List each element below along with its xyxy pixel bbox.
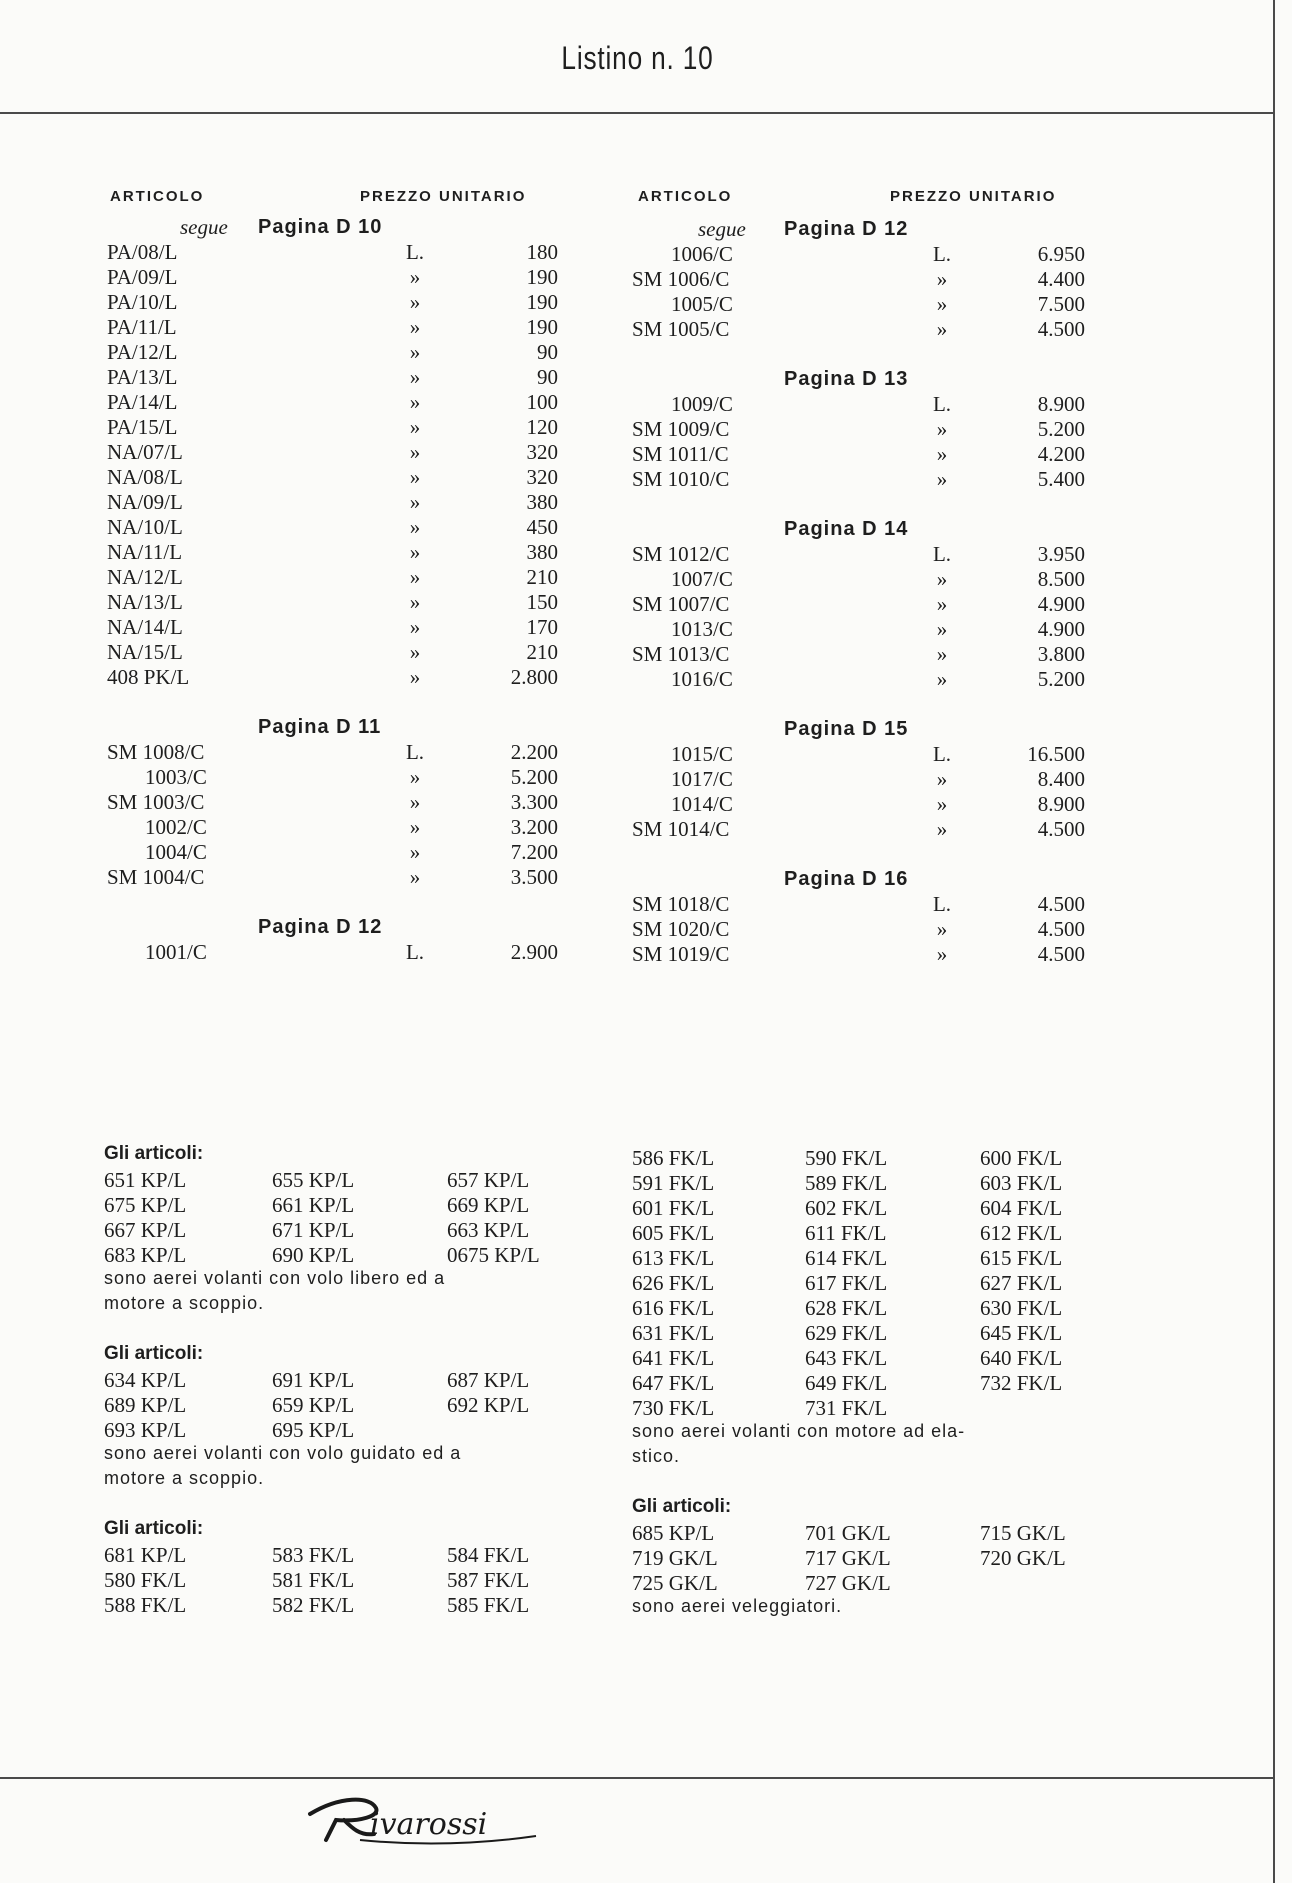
- group-article-code: 732 FK/L: [980, 1371, 1063, 1395]
- group-article-code: 580 FK/L: [104, 1568, 187, 1592]
- group-article-code: 634 KP/L: [104, 1368, 187, 1392]
- group-article-code: 651 KP/L: [104, 1168, 187, 1192]
- segue-label: segue: [698, 217, 746, 241]
- group-heading: Gli articoli:: [104, 1518, 204, 1539]
- group-article-code: 701 GK/L: [805, 1521, 891, 1545]
- group-article-code: 589 FK/L: [805, 1171, 888, 1195]
- unit-price: 5.400: [1037, 467, 1085, 491]
- group-description: sono aerei volanti con volo libero ed a: [104, 1268, 446, 1288]
- group-article-code: 719 GK/L: [632, 1546, 718, 1570]
- currency-mark: »: [936, 292, 948, 316]
- unit-price: 2.800: [510, 665, 558, 689]
- bottom-rule: [0, 1777, 1275, 1779]
- group-article-code: 692 KP/L: [447, 1393, 530, 1417]
- article-code: 1007/C: [671, 567, 733, 591]
- unit-price: 210: [526, 565, 558, 589]
- article-code: SM 1003/C: [107, 790, 205, 814]
- unit-price: 6.950: [1037, 242, 1085, 266]
- group-description: stico.: [632, 1446, 681, 1466]
- currency-mark: »: [409, 765, 421, 789]
- group-article-code: 725 GK/L: [632, 1571, 718, 1595]
- unit-price: 4.400: [1037, 267, 1085, 291]
- group-article-code: 612 FK/L: [980, 1221, 1063, 1245]
- article-code: PA/09/L: [107, 265, 178, 289]
- group-description: sono aerei veleggiatori.: [632, 1596, 843, 1616]
- group-article-code: 611 FK/L: [805, 1221, 887, 1245]
- unit-price: 8.400: [1037, 767, 1085, 791]
- currency-mark: »: [409, 640, 421, 664]
- currency-mark: »: [409, 440, 421, 464]
- article-code: SM 1014/C: [632, 817, 730, 841]
- article-code: PA/08/L: [107, 240, 178, 264]
- article-code: SM 1004/C: [107, 865, 205, 889]
- group-article-code: 717 GK/L: [805, 1546, 891, 1570]
- article-code: 1015/C: [671, 742, 733, 766]
- unit-price: 3.200: [510, 815, 558, 839]
- group-article-code: 613 FK/L: [632, 1246, 715, 1270]
- currency-mark: »: [409, 815, 421, 839]
- group-article-code: 603 FK/L: [980, 1171, 1063, 1195]
- unit-price: 190: [526, 315, 558, 339]
- group-article-code: 657 KP/L: [447, 1168, 530, 1192]
- group-article-code: 591 FK/L: [632, 1171, 715, 1195]
- currency-mark: »: [936, 792, 948, 816]
- currency-mark: »: [409, 340, 421, 364]
- article-code: SM 1006/C: [632, 267, 730, 291]
- unit-price: 2.900: [510, 940, 558, 964]
- unit-price: 4.500: [1037, 942, 1085, 966]
- article-code: NA/14/L: [107, 615, 183, 639]
- currency-mark: »: [409, 790, 421, 814]
- unit-price: 5.200: [1037, 667, 1085, 691]
- unit-price: 3.950: [1037, 542, 1085, 566]
- currency-mark: »: [409, 540, 421, 564]
- page-section-label: Pagina D 16: [784, 868, 909, 890]
- currency-mark: L.: [932, 242, 952, 266]
- unit-price: 190: [526, 265, 558, 289]
- article-code: PA/12/L: [107, 340, 178, 364]
- page-section-label: Pagina D 10: [258, 216, 383, 238]
- group-article-code: 695 KP/L: [272, 1418, 355, 1442]
- currency-mark: »: [936, 917, 948, 941]
- group-article-code: 689 KP/L: [104, 1393, 187, 1417]
- currency-mark: »: [409, 865, 421, 889]
- currency-mark: »: [409, 615, 421, 639]
- unit-price: 450: [526, 515, 558, 539]
- group-article-code: 630 FK/L: [980, 1296, 1063, 1320]
- group-article-code: 629 FK/L: [805, 1321, 888, 1345]
- currency-mark: »: [936, 317, 948, 341]
- currency-mark: »: [409, 315, 421, 339]
- article-code: PA/14/L: [107, 390, 178, 414]
- group-article-code: 588 FK/L: [104, 1593, 187, 1617]
- article-code: 1013/C: [671, 617, 733, 641]
- group-description: motore a scoppio.: [104, 1293, 265, 1313]
- group-article-code: 659 KP/L: [272, 1393, 355, 1417]
- group-description: sono aerei volanti con volo guidato ed a: [104, 1443, 462, 1463]
- group-article-code: 675 KP/L: [104, 1193, 187, 1217]
- article-code: SM 1009/C: [632, 417, 730, 441]
- currency-mark: »: [409, 265, 421, 289]
- currency-mark: L.: [932, 542, 952, 566]
- currency-mark: L.: [932, 392, 952, 416]
- article-code: NA/13/L: [107, 590, 183, 614]
- article-code: PA/10/L: [107, 290, 178, 314]
- article-code: SM 1010/C: [632, 467, 730, 491]
- unit-price: 4.500: [1037, 917, 1085, 941]
- unit-price: 380: [526, 540, 558, 564]
- page-section-label: Pagina D 12: [784, 218, 909, 240]
- unit-price: 4.900: [1037, 617, 1085, 641]
- article-code: 1002/C: [145, 815, 207, 839]
- article-code: 1017/C: [671, 767, 733, 791]
- group-article-code: 693 KP/L: [104, 1418, 187, 1442]
- unit-price: 4.900: [1037, 592, 1085, 616]
- unit-price: 210: [526, 640, 558, 664]
- currency-mark: L.: [405, 240, 425, 264]
- group-heading: Gli articoli:: [104, 1343, 204, 1364]
- segue-label: segue: [180, 215, 228, 239]
- unit-price: 3.500: [510, 865, 558, 889]
- group-article-code: 667 KP/L: [104, 1218, 187, 1242]
- group-article-code: 581 FK/L: [272, 1568, 355, 1592]
- currency-mark: »: [409, 290, 421, 314]
- unit-price: 7.200: [510, 840, 558, 864]
- group-heading: Gli articoli:: [632, 1496, 732, 1517]
- unit-price: 5.200: [1037, 417, 1085, 441]
- article-code: SM 1019/C: [632, 942, 730, 966]
- group-article-code: 605 FK/L: [632, 1221, 715, 1245]
- unit-price: 3.300: [510, 790, 558, 814]
- group-article-code: 731 FK/L: [805, 1396, 888, 1420]
- group-article-code: 583 FK/L: [272, 1543, 355, 1567]
- article-code: SM 1020/C: [632, 917, 730, 941]
- unit-price: 190: [526, 290, 558, 314]
- currency-mark: »: [936, 592, 948, 616]
- group-article-code: 617 FK/L: [805, 1271, 888, 1295]
- unit-price: 8.900: [1037, 792, 1085, 816]
- group-article-code: 586 FK/L: [632, 1146, 715, 1170]
- currency-mark: »: [936, 642, 948, 666]
- currency-mark: »: [409, 515, 421, 539]
- currency-mark: L.: [405, 740, 425, 764]
- group-article-code: 641 FK/L: [632, 1346, 715, 1370]
- page-section-label: Pagina D 13: [784, 368, 909, 390]
- rivarossi-logo: [300, 1790, 550, 1850]
- unit-price: 4.500: [1037, 817, 1085, 841]
- group-article-code: 715 GK/L: [980, 1521, 1066, 1545]
- page-section-label: Pagina D 14: [784, 518, 909, 540]
- currency-mark: »: [409, 665, 421, 689]
- article-code: 1001/C: [145, 940, 207, 964]
- group-article-code: 628 FK/L: [805, 1296, 888, 1320]
- article-code: PA/11/L: [107, 315, 177, 339]
- currency-mark: »: [936, 267, 948, 291]
- group-article-code: 616 FK/L: [632, 1296, 715, 1320]
- unit-price: 320: [526, 465, 558, 489]
- group-article-code: 681 KP/L: [104, 1543, 187, 1567]
- group-article-code: 640 FK/L: [980, 1346, 1063, 1370]
- group-article-code: 663 KP/L: [447, 1218, 530, 1242]
- currency-mark: »: [936, 767, 948, 791]
- article-code: 1004/C: [145, 840, 207, 864]
- article-code: 1009/C: [671, 392, 733, 416]
- unit-price: 90: [537, 365, 558, 389]
- article-code: SM 1008/C: [107, 740, 205, 764]
- group-article-code: 0675 KP/L: [447, 1243, 540, 1267]
- currency-mark: »: [409, 465, 421, 489]
- currency-mark: »: [409, 365, 421, 389]
- unit-price: 5.200: [510, 765, 558, 789]
- currency-mark: »: [936, 617, 948, 641]
- group-article-code: 655 KP/L: [272, 1168, 355, 1192]
- unit-price: 4.500: [1037, 892, 1085, 916]
- group-article-code: 669 KP/L: [447, 1193, 530, 1217]
- article-code: SM 1018/C: [632, 892, 730, 916]
- group-article-code: 687 KP/L: [447, 1368, 530, 1392]
- article-code: NA/15/L: [107, 640, 183, 664]
- group-article-code: 614 FK/L: [805, 1246, 888, 1270]
- group-article-code: 691 KP/L: [272, 1368, 355, 1392]
- currency-mark: »: [936, 467, 948, 491]
- group-article-code: 730 FK/L: [632, 1396, 715, 1420]
- top-rule: [0, 112, 1275, 114]
- header-prezzo-left: PREZZO UNITARIO: [360, 188, 527, 205]
- group-description: motore a scoppio.: [104, 1468, 265, 1488]
- currency-mark: »: [409, 565, 421, 589]
- unit-price: 120: [526, 415, 558, 439]
- page-title: Listino n. 10: [561, 40, 714, 76]
- group-article-code: 685 KP/L: [632, 1521, 715, 1545]
- group-article-code: 647 FK/L: [632, 1371, 715, 1395]
- currency-mark: L.: [932, 742, 952, 766]
- unit-price: 8.900: [1037, 392, 1085, 416]
- currency-mark: »: [936, 667, 948, 691]
- unit-price: 4.200: [1037, 442, 1085, 466]
- article-code: NA/10/L: [107, 515, 183, 539]
- unit-price: 4.500: [1037, 317, 1085, 341]
- article-code: 408 PK/L: [107, 665, 190, 689]
- unit-price: 170: [526, 615, 558, 639]
- header-articolo-right: ARTICOLO: [638, 188, 733, 205]
- currency-mark: »: [409, 590, 421, 614]
- article-code: NA/08/L: [107, 465, 183, 489]
- currency-mark: »: [409, 390, 421, 414]
- article-code: 1016/C: [671, 667, 733, 691]
- article-code: 1006/C: [671, 242, 733, 266]
- group-article-code: 661 KP/L: [272, 1193, 355, 1217]
- group-description: sono aerei volanti con motore ad ela-: [632, 1421, 966, 1441]
- article-code: 1005/C: [671, 292, 733, 316]
- currency-mark: »: [409, 490, 421, 514]
- currency-mark: L.: [405, 940, 425, 964]
- currency-mark: L.: [932, 892, 952, 916]
- group-article-code: 645 FK/L: [980, 1321, 1063, 1345]
- unit-price: 100: [526, 390, 558, 414]
- unit-price: 7.500: [1037, 292, 1085, 316]
- group-article-code: 584 FK/L: [447, 1543, 530, 1567]
- article-code: PA/15/L: [107, 415, 178, 439]
- article-code: SM 1012/C: [632, 542, 730, 566]
- unit-price: 2.200: [510, 740, 558, 764]
- page-section-label: Pagina D 11: [258, 716, 382, 738]
- article-code: NA/09/L: [107, 490, 183, 514]
- group-article-code: 690 KP/L: [272, 1243, 355, 1267]
- unit-price: 16.500: [1027, 742, 1085, 766]
- group-article-code: 727 GK/L: [805, 1571, 891, 1595]
- group-article-code: 604 FK/L: [980, 1196, 1063, 1220]
- article-code: 1014/C: [671, 792, 733, 816]
- currency-mark: »: [936, 817, 948, 841]
- group-article-code: 671 KP/L: [272, 1218, 355, 1242]
- group-article-code: 649 FK/L: [805, 1371, 888, 1395]
- currency-mark: »: [936, 567, 948, 591]
- article-code: SM 1007/C: [632, 592, 730, 616]
- unit-price: 320: [526, 440, 558, 464]
- group-article-code: 600 FK/L: [980, 1146, 1063, 1170]
- page-section-label: Pagina D 15: [784, 718, 909, 740]
- svg-text:ivarossi: ivarossi: [370, 1807, 488, 1842]
- group-article-code: 601 FK/L: [632, 1196, 715, 1220]
- article-code: SM 1011/C: [632, 442, 729, 466]
- group-article-code: 627 FK/L: [980, 1271, 1063, 1295]
- currency-mark: »: [936, 942, 948, 966]
- group-article-code: 626 FK/L: [632, 1271, 715, 1295]
- unit-price: 3.800: [1037, 642, 1085, 666]
- right-edge-rule: [1273, 0, 1275, 1883]
- unit-price: 90: [537, 340, 558, 364]
- header-articolo-left: ARTICOLO: [110, 188, 205, 205]
- currency-mark: »: [409, 415, 421, 439]
- article-code: SM 1013/C: [632, 642, 730, 666]
- article-code: NA/11/L: [107, 540, 183, 564]
- currency-mark: »: [936, 442, 948, 466]
- group-article-code: 585 FK/L: [447, 1593, 530, 1617]
- article-code: PA/13/L: [107, 365, 178, 389]
- group-article-code: 590 FK/L: [805, 1146, 888, 1170]
- article-code: NA/07/L: [107, 440, 183, 464]
- unit-price: 180: [526, 240, 558, 264]
- currency-mark: »: [409, 840, 421, 864]
- unit-price: 8.500: [1037, 567, 1085, 591]
- group-article-code: 582 FK/L: [272, 1593, 355, 1617]
- group-article-code: 615 FK/L: [980, 1246, 1063, 1270]
- page-section-label: Pagina D 12: [258, 916, 383, 938]
- group-article-code: 720 GK/L: [980, 1546, 1066, 1570]
- group-article-code: 602 FK/L: [805, 1196, 888, 1220]
- group-heading: Gli articoli:: [104, 1143, 204, 1164]
- currency-mark: »: [936, 417, 948, 441]
- group-article-code: 683 KP/L: [104, 1243, 187, 1267]
- header-prezzo-right: PREZZO UNITARIO: [890, 188, 1057, 205]
- group-article-code: 643 FK/L: [805, 1346, 888, 1370]
- group-article-code: 631 FK/L: [632, 1321, 715, 1345]
- article-code: SM 1005/C: [632, 317, 730, 341]
- unit-price: 380: [526, 490, 558, 514]
- article-code: 1003/C: [145, 765, 207, 789]
- group-article-code: 587 FK/L: [447, 1568, 530, 1592]
- unit-price: 150: [526, 590, 558, 614]
- article-code: NA/12/L: [107, 565, 183, 589]
